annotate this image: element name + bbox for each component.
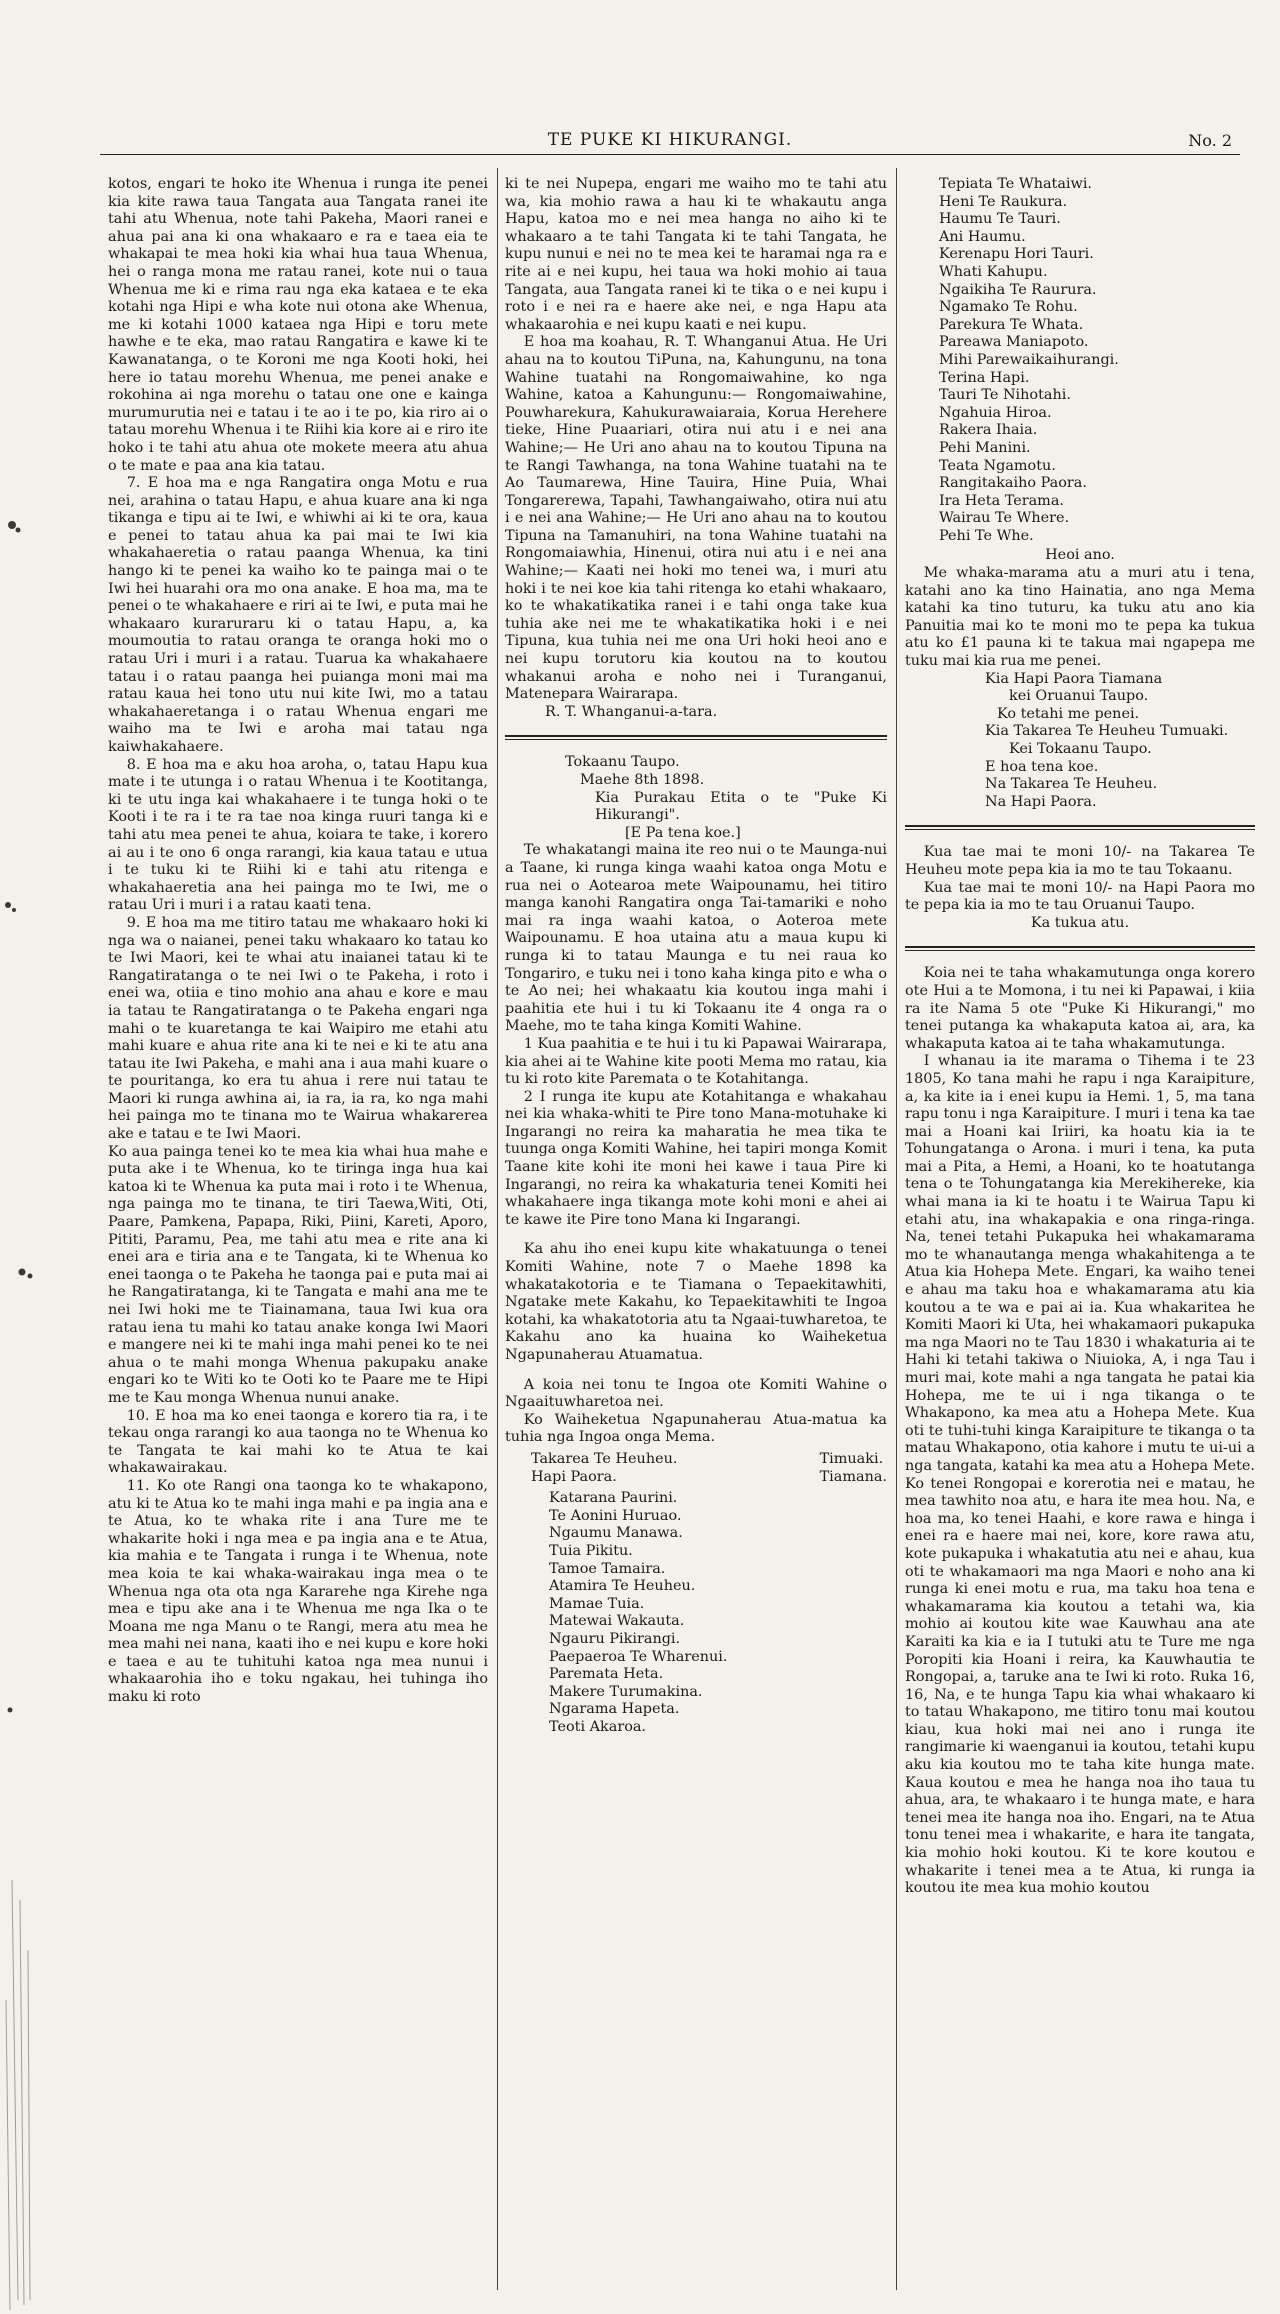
signoff-line: Ko tetahi me penei. — [997, 705, 1140, 722]
paragraph: 2 I runga ite kupu ate Kotahitanga e whakahau nei kia whaka-whiti te Pire tono Mana-motuhake ki Ingarangi no reira ka maharatia he mea tika te tuunga onga Komiti Wahine, hei tapiri monga Komit Taane kite kohi ite moni hei kawe i taua Pire ki Ingarangi, no reira ka whakaturia tenei Komiti hei whakahaere inga tikanga mote kohi moni e ahei ai te kawe ite Pire tono Mana ki Ingarangi. — [505, 1088, 887, 1228]
signoff-line: Kia Hapi Paora Tiamana — [985, 670, 1163, 687]
member-role: Tiamana. — [819, 1468, 887, 1485]
signoff-block — [985, 671, 1255, 812]
member-name: Ani Haumu. — [939, 228, 1026, 245]
member-name: Ngamako Te Rohu. — [939, 299, 1078, 316]
member-name: Pehi Te Whe. — [939, 527, 1034, 544]
section-divider — [505, 735, 887, 740]
paragraph: I whanau ia ite marama o Tihema i te 23 1805, Ko tana mahi he rapu i nga Karaipiture, a, ka kite ia i enei kupu ia Hemi. 1, 5, ma tana rapu tonu i nga Karaipiture. I muri i tena ka tae mai a Hoani kai Iriiri, ka hoatu kia ia te Tohungatanga o Arona. i muri i tena, ka puta mai a Pita, a Hemi, a Hoani, ko te hoatutanga tena o te Tohungatanga kia Merekihereke, kia whai mana ia ki te hoatu i te Wairua Tapu ki etahi atu, ina whakapakia e ona ringa-ringa. Na, tenei tetahi Pukapuka hei whakamarama mo te whanautanga menga whakahitenga a te Atua kia Hohepa Mete. Engari, ka waiho tenei e ahau ma taku hoa e whakamarama atu kia koutou a te wa e pai ai ia. Kua whakaritea he Komiti Maori ki Uta, hei whakamaori pukapuka ma nga Maori no te Tau 1830 i whakaturia ai te Hahi ki tetahi takiwa o Niuioka, A, i nga Tau i muri mai, kote mahi a nga tangata he patai kia Hohepa, me te ui i nga tikanga o te Whakapono, ka mea atu a Hohepa Mete. Kua oti te tuhi-tuhi kinga Karaipiture te tikanga o ta matau Whakapono, otia kahore i mutu te ui-ui a nga tangata, katahi ka mea atu a Hohepa Mete. Ko tenei Rongopai e korerotia nei e matau, he mea tawhito noa atu, e hara ite mea hou. Na, e hoa ma, ko tenei Haahi, e kore rawa e hinga i enei ra e haere mai nei, kore, kore rawa atu, kote pukapuka i whakatutia atu nei e ahau, kua oti te whakamaori ma nga Maori e noho ana ki runga ki enei motu e rua, ma taku hoa tena e whakamarama kia koutou a tetahi wa, kia mohio ai koutou kite wae Kauwhau ana ate Karaiti ka kia e ia I tutuki atu te Ture me nga Poropiti kia Hoani i reira, ka Kauwhautia te Rongopai, a, taruke ana te Iwi ki roto. Ruka 16, 16, Na, e te hunga Tapu kia whai whakaaro ki to tatau Whakapono, me titiro tonu mai koutou kiau, kua hoki mai nei ano i runga ite rangimarie ki waenganui ia koutou, tetahi kupu aku kia koutou mo te taha kite hunga mate. Kaua koutou e mea he hanga noa iho taua tu ahua, ara, te whakaaro i te hunga mate, e hara tenei mea ite hanga noa iho. Engari, na te Atua tonu tenei mea i whakarite, e hara ite tangata, kia mohio hoki koutou. Ki te kore koutou e whakarite i tenei mea a te Atua, ki runga ia koutou ite mea kua mohio koutou — [905, 1053, 1255, 1897]
member-name: Tamoe Tamaira. — [549, 1560, 666, 1577]
member-name: Ngaikiha Te Raurura. — [939, 281, 1097, 298]
letter-salutation: Kia Purakau Etita o te "Puke Ki Hikurangi". — [595, 789, 887, 824]
paragraph: A koia nei tonu te Ingoa ote Komiti Wahine o Ngaaituwharetoa nei. — [505, 1376, 887, 1411]
member-name: Whati Kahupu. — [939, 263, 1048, 280]
paragraph: Te whakatangi maina ite reo nui o te Maunga-nui a Taane, ki runga kinga waahi katoa onga Motu e rua nei o Aotearoa mete Waipounamu, hei titiro manga kanohi Rangatira onga Tai-tamariki e noho mai ra inga waahi katoa, o Aoteroa mete Waipounamu. E hoa utaina atu a maua kupu ki runga ki to tatau Maunga e tu nei raua ko Tongariro, e tuku nei i tono kaha kinga pito e wha o te Ao nei; hei whakaatu kia koutou inga mahi i paahitia ete hui i tu ki Tokaanu ite 4 onga ra o Maehe, mo te taha kinga Komiti Wahine. — [505, 842, 887, 1035]
member-name: Tuia Pikitu. — [549, 1542, 633, 1559]
paragraph: kotos, engari te hoko ite Whenua i runga ite penei kia kite rawa taua Tangata aua Tangata ranei ite tahi atu Whenua, note tahi Pakeha, Maori ranei e ahua pai ana ki ona whakaaro e ra e taea eia te whakapai te mea hoki kia whai hua taua Whenua, hei o ranga mona me ratau ranei, kote nui o taua Whenua me ki e rima rau nga eka kataea e te eka kotahi nga Hipi e wha kote nui otona ake Whenua, me ki kotahi 1000 kataea nga Hipi e toru mete hawhe e te eka, mao ratau Rangatira e kawe ki te Kawanatanga, o te Koroni me nga Kooti hoki, hei here io tatau morehu Whenua, me penei anake e rokohina ai nga morehu o tatau one one e kainga murumurutia nei e tatau i te ao i te po, kia riro ai o tatau morehu Whenua i te Riihi kia kore ai e riro ite hoko i te tahi atu ahua ote mokete meera atu ahua o te mate e paa ana kia tatau. — [108, 176, 488, 474]
paragraph: Ka ahu iho enei kupu kite whakatuunga o tenei Komiti Wahine, note 7 o Maehe 1898 ka whakatakotoria e te Tiamana o Tepaekitawhiti, Ngatake mete Kakahu, ko Tepaekitawhiti te Ingoa kotahi, ka whakatotoria atu ta Ngaai-tuwharetoa, te Kakahu ano ka huaina ko Waiheketua Ngapunaherau Atuamatua. — [505, 1241, 887, 1363]
newspaper-title: TE PUKE KI HIKURANGI. — [547, 130, 793, 150]
member-name: Tepiata Te Whataiwi. — [939, 176, 1092, 192]
page-number: No. 2 — [1188, 131, 1232, 150]
editor-note: [E Pa tena koe.] — [625, 824, 741, 841]
member-name: Haumu Te Tauri. — [939, 211, 1061, 228]
member-name: Mihi Parewaikaihurangi. — [939, 351, 1119, 368]
member-name: Atamira Te Heuheu. — [549, 1578, 696, 1595]
paragraph: Kua tae mai te moni 10/- na Takarea Te Heuheu mote pepa kia ia mo te tau Tokaanu. — [905, 844, 1255, 878]
member-name: Tauri Te Nihotahi. — [939, 387, 1071, 404]
left-margin-stains — [0, 0, 90, 2314]
member-name: Teoti Akaroa. — [549, 1718, 647, 1735]
member-name: Paremata Heta. — [549, 1666, 664, 1683]
column-2 — [505, 176, 887, 2290]
member-name: Pareawa Maniapoto. — [939, 334, 1089, 351]
signoff-line: kei Oruanui Taupo. — [1009, 688, 1149, 705]
signature: R. T. Whanganui-a-tara. — [545, 703, 718, 720]
member-list — [549, 1490, 887, 1736]
letter-date: Maehe 8th 1898. — [580, 772, 705, 788]
member-role: Timuaki. — [819, 1450, 884, 1467]
heoi-ano: Heoi ano. — [1045, 547, 1115, 564]
signoff-line: Na Hapi Paora. — [985, 793, 1097, 810]
member-name: Te Aonini Huruao. — [549, 1507, 682, 1524]
member-name: Matewai Wakauta. — [549, 1613, 685, 1630]
paragraph: Ko aua painga tenei ko te mea kia whai hua mahe e puta ake i te Whenua, ko te tiringa inga hua kai katoa ki te Whenua ka puta mai i roto i te Whenua, nga painga mo te tinana, te tiri Taewa,Witi, Oti, Paare, Pamkena, Papapa, Riki, Piini, Kareti, Aporo, Pititi, Paramu, Pea, me tahi atu mea e rite ana ki enei ara e tiria ana e te Tangata, ki te Whenua ko enei taonga o te Pakeha he taonga pai e puta mai ai he Rangatiratanga, ki te Tangata e mahi ana me te nei Iwi hoki me te Tiainamana, taua Iwi kua ora ratau iena tu mahi ko tatau anake konga Iwi Maori e mangere nei ki te mahi inga mahi penei ko te nei ahua o te mahi monga Whenua pakupaku anake engari ko te Witi ko te Ooti ko te Paare me te Hipi me te Kau monga Whenua nunui anake. — [108, 1143, 488, 1406]
member-name: Teata Ngamotu. — [939, 457, 1056, 474]
member-name: Rangitakaiho Paora. — [939, 475, 1087, 492]
paragraph: Ko Waiheketua Ngapunaherau Atua-matua ka tuhia nga Ingoa onga Mema. — [505, 1411, 887, 1446]
member-name: Pehi Manini. — [939, 439, 1031, 456]
paragraph: E hoa ma koahau, R. T. Whanganui Atua. He Uri ahau na to koutou TiPuna, na, Kahungunu, na tona Wahine tuatahi na Rongomaiwahine, ko nga Wahine, katoa a Kahungunu:— Rongomaiwahine, Pouwharekura, Kahukurawaiaraia, Korua Herehere tieke, Hine Puaariari, otira nui atu i e nei ana Wahine;— He Uri ano ahau na to koutou Tipuna na te Rangi Tawhanga, na tona Wahine tuatahi na te Ao Taumarewa, Hine Tauira, Hine Puia, Whai Tongarerewa, Tapahi, Tawhangaiwaho, otira nui atu i e nei ana Wahine;— He Uri ano ahau na to koutou Tipuna na Tamanuhiri, na tona Wahine tuatahi na Rongomaiawhia, Hinenui, otira nui atu i e nei ana Wahine;— Kaati nei hoki mo tenei wa, i muri atu hoki i te nei koe kia tahi ritenga ko etahi whakaaro, ko te whakatikatika ranei i e tahi onga take kua tuhia ake nei me te whakatikatika hoki i e nei Tipuna, kua tuhia nei me ona Uri hoki heoi ano e nei kupu torutoru kia koutou na to koutou whakanui aroha e noho nei i Turanganui, Matenepara Wairarapa. — [505, 334, 887, 703]
member-name: Wairau Te Where. — [939, 510, 1070, 527]
signoff-line: E hoa tena koe. — [985, 758, 1099, 775]
member-name: Rakera Ihaia. — [939, 422, 1038, 439]
member-name: Parekura Te Whata. — [939, 316, 1084, 333]
member-officers — [531, 1451, 887, 1486]
member-name: Katarana Paurini. — [549, 1490, 678, 1507]
paragraph: 1 Kua paahitia e te hui i tu ki Papawai Wairarapa, kia ahei ai te Wahine kite pooti Mema mo ratau, kia tu ki roto kite Paremata o te Kotahitanga. — [505, 1035, 887, 1088]
page-header — [100, 128, 1240, 155]
column-3 — [905, 176, 1255, 2290]
section-divider — [905, 946, 1255, 951]
member-name: Mamae Tuia. — [549, 1595, 645, 1612]
closing-line: Ka tukua atu. — [1030, 914, 1130, 931]
member-name: Ngarama Hapeta. — [549, 1701, 680, 1718]
column-rule-1 — [497, 168, 498, 2290]
member-name: Kerenapu Hori Tauri. — [939, 246, 1094, 263]
paragraph-10: 10. E hoa ma ko enei taonga e korero tia ra, i te tekau onga rarangi ko aua taonga no te Whenua ko te Tangata te kai mahi ko te Atua te kai whakawairakau. — [108, 1407, 488, 1477]
signoff-line: Kia Takarea Te Heuheu Tumuaki. — [985, 723, 1229, 740]
member-name: Ngauru Pikirangi. — [549, 1630, 681, 1647]
member-name: Takarea Te Heuheu. — [531, 1450, 678, 1467]
member-name: Hapi Paora. — [531, 1468, 617, 1485]
section-divider — [905, 825, 1255, 830]
member-name: Terina Hapi. — [939, 369, 1030, 386]
member-name: Makere Turumakina. — [549, 1683, 703, 1700]
member-name: Ira Heta Terama. — [939, 492, 1064, 509]
paragraph-11: 11. Ko ote Rangi ona taonga ko te whakapono, atu ki te Atua ko te mahi inga mahi e pa ingia ana e te Atua, ko te whaka rite i ana Ture me te whakarite hoki i nga mea e pa ingia ana e te Atua, kia mahia e te Tangata i runga i te Whenua, note mea koia te kai whaka-wairakau inga mea o te Whenua nga ota ota nga Kararehe nga Kirehe nga mea e tipu ake ana i te Whenua me nga Ika o te Moana me nga Manu o te Rangi, mera atu mea he mea mahi nei nana, kaati iho e nei kupu e kore hoki e taea e au te tuhituhi katoa nga mea nunui i whakaarohia iho e toku ngakau, hei tuhinga iho maku ki roto — [108, 1477, 488, 1706]
member-name: Paepaeroa Te Wharenui. — [549, 1648, 728, 1665]
member-name: Heni Te Raukura. — [939, 193, 1068, 210]
paragraph: ki te nei Nupepa, engari me waiho mo te tahi atu wa, kia mohio rawa a hau ki te whakautu anga Hapu, katoa mo e nei mea hanga no aiho ki te whakaaro a te tahi Tangata ki te tahi Tangata, he kupu nunui e nei no te mea kei te haramai nga ra e rite ai e nei kupu, hei taua wa hoki mohio ai taua Tangata, aua Tangata ranei ki te tika o e nei kupu i roto i e nei ra e haere ake nei, e nga Hapu ata whakaarohia e nei kupu kaati e nei kupu. — [505, 176, 887, 333]
column-1 — [108, 176, 488, 2290]
column-rule-2 — [896, 168, 897, 2290]
member-list-continued — [939, 176, 1255, 545]
paragraph-7: 7. E hoa ma e nga Rangatira onga Motu e rua nei, arahina o tatau Hapu, e ahua kuare ana ki nga tikanga e tipu ai te Iwi, e whiwhi ai ki te ora, kaua e penei to tatau ahua ka pai mai te Iwi kia whakahaeretia o ratau paanga Whenua, ka tini hango ki te penei ka waiho ko te painga mai o te Iwi hei huarahi ora mo ona anake. E hoa ma, ma te penei o te whakahaere e riri ai te Iwi, e puta mai he whakaaro kuraruraru ki o tatau Hapu, a, ka moumoutia to ratau oranga te oranga hoki mo o ratau Uri i muri i a ratau. Tuarua ka whakahaere tatau i o ratau paanga hei puianga moni mai ma ratau kaua hei tono utu nui kite Iwi, mo a tatau whakahaeretanga i o ratau Whenua engari me waiho ma te Iwi e aroha mai tatau nga kaiwhakahaere. — [108, 475, 488, 755]
signoff-line: Na Takarea Te Heuheu. — [985, 776, 1158, 793]
member-name: Ngaumu Manawa. — [549, 1525, 683, 1542]
paragraph: Koia nei te taha whakamutunga onga korero ote Hui a te Momona, i tu nei ki Papawai, i kiia ra ite Nama 5 ote "Puke Ki Hikurangi," mo tenei putanga ka whakaputa katoa ai, ara, ka whakaputa katoa ai te taha whakamutunga. — [905, 965, 1255, 1052]
member-name: Ngahuia Hiroa. — [939, 404, 1052, 421]
paragraph: Kua tae mai te moni 10/- na Hapi Paora mo te pepa kia ia mo te tau Oruanui Taupo. — [905, 879, 1255, 914]
paragraph-9: 9. E hoa ma me titiro tatau me whakaaro hoki ki nga wa o naianei, penei taku whakaaro ko tatau ko te Iwi Maori, kei te whai atu inaianei tatau ki te Rangatiratanga o te nei Iwi o te Pakeha, i roto i enei wa, otiia e tino mohio ana ahau e kore e mau ia tatau te Rangatiratanga o te Pakeha engari nga mahi o te kuaretanga te kai Waipiro me etahi atu mahi kuare e ahua rite ana ki te nei e ki te atu ana tatau ite Iwi Pakeha, e mahi ana i aua mahi kuare o te pouritanga, ko era tu ahua i rere nui tatau te Maori ki runga awhina ai, ia ra, ia ra, ko nga mahi hei painga mo te tinana mo te Wairua whakarerea ake e tatau e te Iwi Maori. — [108, 914, 488, 1143]
paragraph-8: 8. E hoa ma e aku hoa aroha, o, tatau Hapu kua mate i te utunga i o ratau Whenua i te Kootitanga, ki te utu inga kai whakahaere i te tunga hoki o te Kooti i te ra i te ra tae noa kinga ruuri tanga ki e tahi atu mea penei te ahua, koiara te take, i korero ai au i te ono 6 onga rarangi, kia kaua tatau e utua i te tuku ki te Riihi ki e tahi atu ritenga e whakahaeretia ana hei painga mo te Iwi, me o ratau Uri i muri i a ratau kaati tena. — [108, 756, 488, 914]
signoff-line: Kei Tokaanu Taupo. — [1009, 741, 1152, 757]
paragraph: Me whaka-marama atu a muri atu i tena, katahi ano ka tino Hainatia, ano nga Mema katahi ka tino tuturu, ka tuku atu ano kia Panuitia mai ko te moni mo te pepa ka tukua atu ko £1 pauna ki te takua mai ngapepa me tuku mai kia rua me penei. — [905, 565, 1255, 670]
letter-place: Tokaanu Taupo. — [565, 754, 680, 771]
